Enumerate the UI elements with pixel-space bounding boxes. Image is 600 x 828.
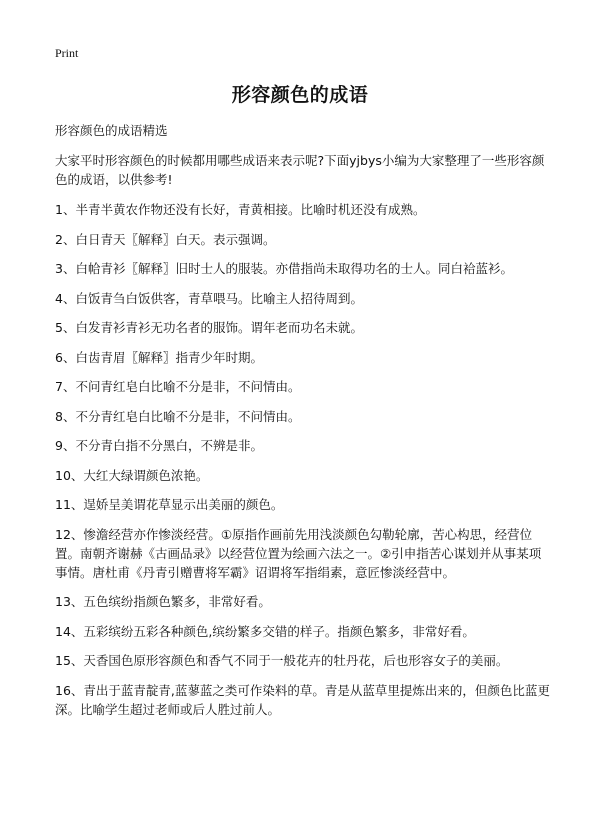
page-title: 形容颜色的成语 bbox=[231, 84, 369, 106]
intro-paragraph: 大家平时形容颜色的时候都用哪些成语来表示呢?下面yjbys小编为大家整理了一些形容颜色的成语，以供参考! bbox=[55, 153, 545, 187]
idiom-item-13: 13、五色缤纷指颜色繁多，非常好看。 bbox=[55, 594, 271, 609]
idiom-item-2: 2、白日青天〖解释〗白天。表示强调。 bbox=[55, 231, 276, 247]
idiom-item-11: 11、逞娇呈美谓花草显示出美丽的颜色。 bbox=[55, 497, 284, 512]
page-subtitle: 形容颜色的成语精选 bbox=[55, 123, 168, 138]
idiom-item-1: 1、半青半黄农作物还没有长好，青黄相接。比喻时机还没有成熟。 bbox=[55, 202, 426, 217]
idiom-item-3: 3、白帢青衫〖解释〗旧时士人的服装。亦借指尚未取得功名的士人。同白袷蓝衫。 bbox=[55, 261, 513, 276]
idiom-item-12: 12、惨澹经营亦作惨淡经营。①原指作画前先用浅淡颜色勾勒轮廓，苦心构思，经营位置。南朝齐谢赫《古画品录》以经营位置为绘画六法之一。②引申指苦心谋划并从事某项事情。唐杜甫《丹青引赠曹将军霸》诏谓将军指绢素，意匠惨淡经营中。 bbox=[55, 526, 542, 580]
idiom-item-8: 8、不分青红皂白比喻不分是非，不问情由。 bbox=[55, 408, 301, 424]
idiom-item-16: 16、青出于蓝青靛青,蓝蓼蓝之类可作染料的草。青是从蓝草里提炼出来的，但颜色比蓝更深。比喻学生超过老师或后人胜过前人。 bbox=[55, 682, 550, 717]
print-link[interactable]: Print bbox=[55, 46, 79, 60]
idiom-item-7: 7、不问青红皂白比喻不分是非，不问情由。 bbox=[55, 379, 301, 394]
idiom-item-6: 6、白齿青眉〖解释〗指青少年时期。 bbox=[55, 349, 263, 365]
idiom-item-9: 9、不分青白指不分黑白，不辨是非。 bbox=[55, 438, 263, 453]
idiom-item-4: 4、白饭青刍白饭供客，青草喂马。比喻主人招待周到。 bbox=[55, 290, 363, 306]
article-body bbox=[55, 151, 551, 729]
idiom-item-5: 5、白发青衫青衫无功名者的服饰。谓年老而功名未就。 bbox=[55, 320, 363, 335]
idiom-item-10: 10、大红大绿谓颜色浓艳。 bbox=[55, 467, 209, 483]
idiom-item-14: 14、五彩缤纷五彩各种颜色,缤纷繁多交错的样子。指颜色繁多，非常好看。 bbox=[55, 623, 475, 639]
idiom-item-15: 15、天香国色原形容颜色和香气不同于一般花卉的牡丹花，后也形容女子的美丽。 bbox=[55, 653, 509, 668]
